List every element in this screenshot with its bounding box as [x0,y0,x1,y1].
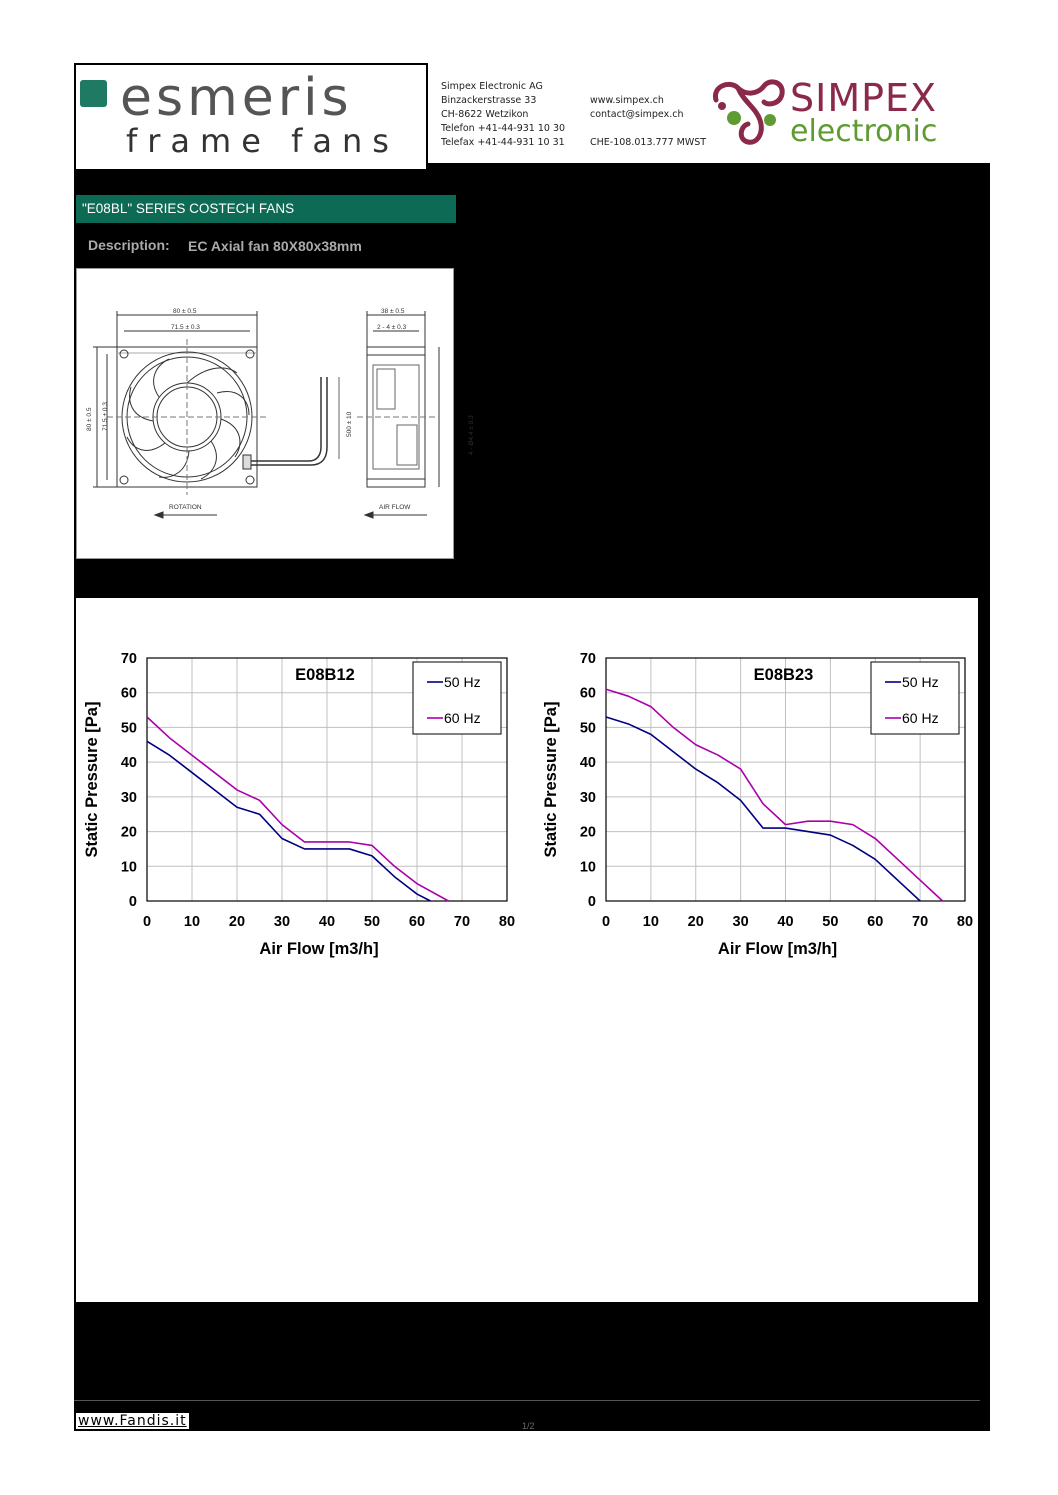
x-tick-label: 70 [912,914,929,930]
airflow-label: AIR FLOW [379,504,411,511]
y-tick-label: 10 [579,859,596,876]
dim-cable-length: 500 ± 10 [346,411,353,437]
dim-height: 80 ± 0.5 [86,407,93,431]
y-tick-label: 60 [579,685,596,702]
dim-flange: 2 - 4 ± 0.3 [377,324,407,331]
x-tick-label: 50 [363,914,381,930]
y-tick-label: 0 [128,894,137,910]
header-rule [441,171,788,172]
x-axis-label: Air Flow [m3/h] [717,940,838,958]
website-link[interactable]: www.simpex.ch [590,95,664,106]
series-line-0 [147,741,431,901]
legend-label: 50 Hz [444,674,481,690]
y-tick-label: 0 [587,894,596,910]
rotation-label: ROTATION [169,504,202,511]
y-axis-label: Static Pressure [Pa] [542,701,560,858]
x-tick-label: 30 [732,914,749,930]
series-title: "E08BL" SERIES COSTECH FANS [76,195,456,223]
y-tick-label: 20 [120,824,137,841]
chart-title: E08B12 [295,666,355,684]
performance-charts-svg [76,598,978,1302]
dim-hole-dia: 4 - Ø4.4 ± 0.3 [468,415,475,455]
simpex-logo-mark [708,74,788,154]
x-tick-label: 70 [453,914,471,930]
dim-hole-vert: 71.5 ± 0.3 [102,402,109,431]
address-line: Telefon +41-44-931 10 30 [441,123,566,134]
chart-0 [83,651,515,958]
x-tick-label: 0 [601,914,611,930]
dim-width: 80 ± 0.5 [173,308,197,315]
legend-label: 60 Hz [902,710,939,726]
x-tick-label: 40 [777,914,794,930]
esmeris-logo-text: esmeris [120,68,353,128]
y-tick-label: 50 [579,720,596,737]
chart-title: E08B23 [753,666,814,684]
address-line: Telefax +41-44-931 10 31 [441,137,565,148]
vat-number: CHE-108.013.777 MWST [590,137,707,148]
fan-dimension-drawing [76,268,475,559]
esmeris-logo-mark [80,80,107,107]
address-line: Simpex Electronic AG [441,81,543,92]
address-line: Binzackerstrasse 33 [441,95,537,106]
dimension-drawing-svg [77,269,475,558]
y-axis-label: Static Pressure [Pa] [83,701,101,858]
x-tick-label: 0 [142,914,152,930]
description-row [76,224,456,268]
x-tick-label: 80 [498,914,516,930]
page-number: 1/2 [522,1421,535,1431]
simpex-logo-subtitle: electronic [790,114,938,149]
contact-block [590,94,706,150]
y-tick-label: 70 [120,651,137,667]
address-line: CH-8622 Wetzikon [441,109,529,120]
dim-hole-spacing: 71.5 ± 0.3 [171,324,200,331]
y-tick-label: 70 [579,651,596,667]
description-value: EC Axial fan 80X80x38mm [188,238,362,254]
legend-label: 50 Hz [902,674,939,690]
y-tick-label: 50 [120,720,137,737]
x-tick-label: 30 [273,914,291,930]
y-tick-label: 30 [579,789,596,806]
footer-website-link[interactable]: www.Fandis.it [78,1413,187,1429]
y-tick-label: 10 [120,859,137,876]
y-tick-label: 40 [120,755,137,772]
simpex-logo-text: SIMPEX [790,76,938,120]
performance-charts-panel [76,598,978,1302]
x-tick-label: 60 [867,914,884,930]
esmeris-logo-subtitle: frame fans [126,122,399,160]
email-link[interactable]: contact@simpex.ch [590,109,684,120]
x-tick-label: 40 [318,914,336,930]
y-tick-label: 20 [579,824,596,841]
y-tick-label: 40 [579,755,596,772]
x-tick-label: 10 [183,914,201,930]
x-tick-label: 60 [408,914,426,930]
x-tick-label: 20 [228,914,246,930]
address-block [441,80,565,150]
y-tick-label: 60 [120,685,137,702]
chart-1 [542,651,973,958]
footer-rule [74,1400,980,1401]
series-line-0 [606,717,920,901]
x-tick-label: 80 [956,914,974,930]
x-axis-label: Air Flow [m3/h] [259,940,379,958]
description-label: Description: [88,237,170,253]
x-tick-label: 10 [642,914,659,930]
y-tick-label: 30 [120,789,137,806]
x-tick-label: 50 [822,914,839,930]
x-tick-label: 20 [687,914,704,930]
legend-label: 60 Hz [444,710,481,726]
dim-depth: 38 ± 0.5 [381,308,405,315]
